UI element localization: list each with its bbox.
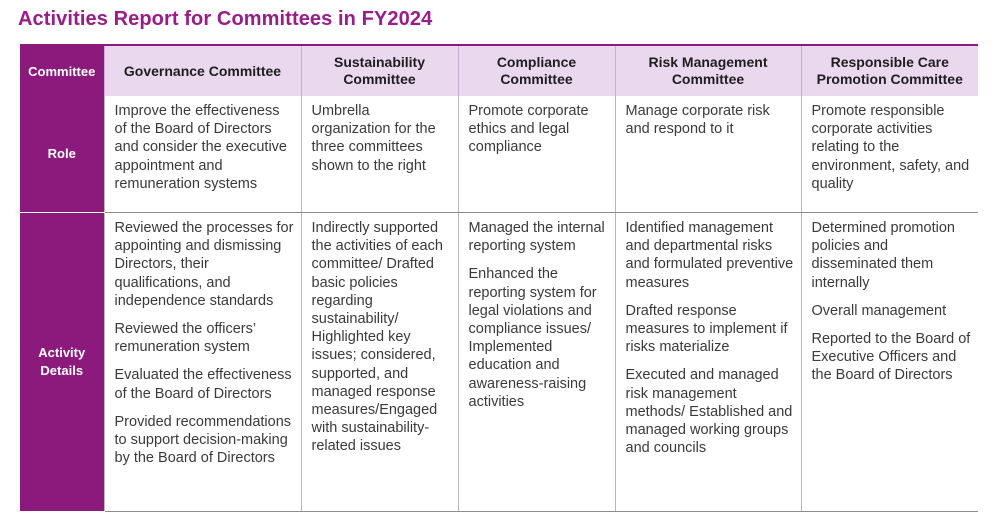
cell-paragraph: Enhanced the reporting system for legal violations and compliance issues/ Implemented education and awareness-raising activities	[468, 266, 597, 410]
cell-paragraph: Promote responsible corporate activities relating to the environment, safety, and quality	[811, 103, 970, 192]
activity-cell-risk-management	[615, 213, 801, 512]
cell-paragraph: Executed and managed risk management methods/ Established and managed working groups and councils	[625, 367, 793, 457]
cell-paragraph: Identified management and departmental risks and formulated preventive measures	[625, 220, 794, 291]
corner-header: Committee	[20, 45, 104, 96]
role-cell-responsible-care	[801, 96, 978, 213]
cell-paragraph: Reported to the Board of Executive Officers and the Board of Directors	[811, 331, 971, 384]
role-cell-sustainability	[301, 96, 458, 213]
cell-paragraph: Reviewed the processes for appointing and dismissing Directors, their qualifications, and independence standards	[114, 220, 294, 309]
cell-paragraph: Reviewed the officers’ remuneration system	[114, 321, 256, 356]
cell-paragraph: Evaluated the effectiveness of the Board of Directors	[114, 367, 292, 402]
column-header-sustainability: Sustainability Committee	[301, 45, 458, 96]
cell-paragraph: Managed the internal reporting system	[468, 220, 605, 255]
column-header-compliance: Compliance Committee	[458, 45, 615, 96]
cell-paragraph: Overall management	[811, 302, 947, 319]
role-cell-compliance	[458, 96, 615, 213]
column-header-responsible-care: Responsible Care Promotion Committee	[801, 45, 978, 96]
page-title: Activities Report for Committees in FY2024	[18, 8, 433, 30]
column-header-risk-management: Risk Management Committee	[615, 45, 801, 96]
cell-paragraph: Promote corporate ethics and legal compliance	[468, 103, 589, 156]
committee-activities-table	[20, 44, 978, 512]
activity-cell-governance	[104, 213, 301, 512]
cell-paragraph: Manage corporate risk and respond to it	[625, 103, 770, 138]
cell-paragraph: Drafted response measures to implement if risks materialize	[625, 302, 788, 356]
table-row-activity-details	[20, 213, 978, 512]
role-cell-risk-management	[615, 96, 801, 213]
column-header-governance: Governance Committee	[104, 45, 301, 96]
cell-paragraph: Indirectly supported the activities of each committee/ Drafted basic policies regarding sustainability/ Highlighted key issues; considered, supported, and managed response measures/Engaged with sustainability-related issues	[311, 220, 443, 455]
cell-paragraph: Umbrella organization for the three committees shown to the right	[311, 103, 436, 174]
cell-paragraph: Improve the effectiveness of the Board of Directors and consider the executive appointment and remuneration systems	[114, 103, 287, 192]
row-header-role: Role	[20, 96, 104, 213]
role-cell-governance	[104, 96, 301, 213]
cell-paragraph: Provided recommendations to support decision-making by the Board of Directors	[114, 413, 292, 467]
row-header-activity-details: Activity Details	[20, 213, 104, 512]
activity-cell-compliance	[458, 213, 615, 512]
activity-cell-sustainability	[301, 213, 458, 512]
activity-cell-responsible-care	[801, 213, 978, 512]
table-row-role	[20, 96, 978, 213]
cell-paragraph: Determined promotion policies and disseminated them internally	[811, 220, 955, 291]
table-header-row	[20, 45, 978, 96]
